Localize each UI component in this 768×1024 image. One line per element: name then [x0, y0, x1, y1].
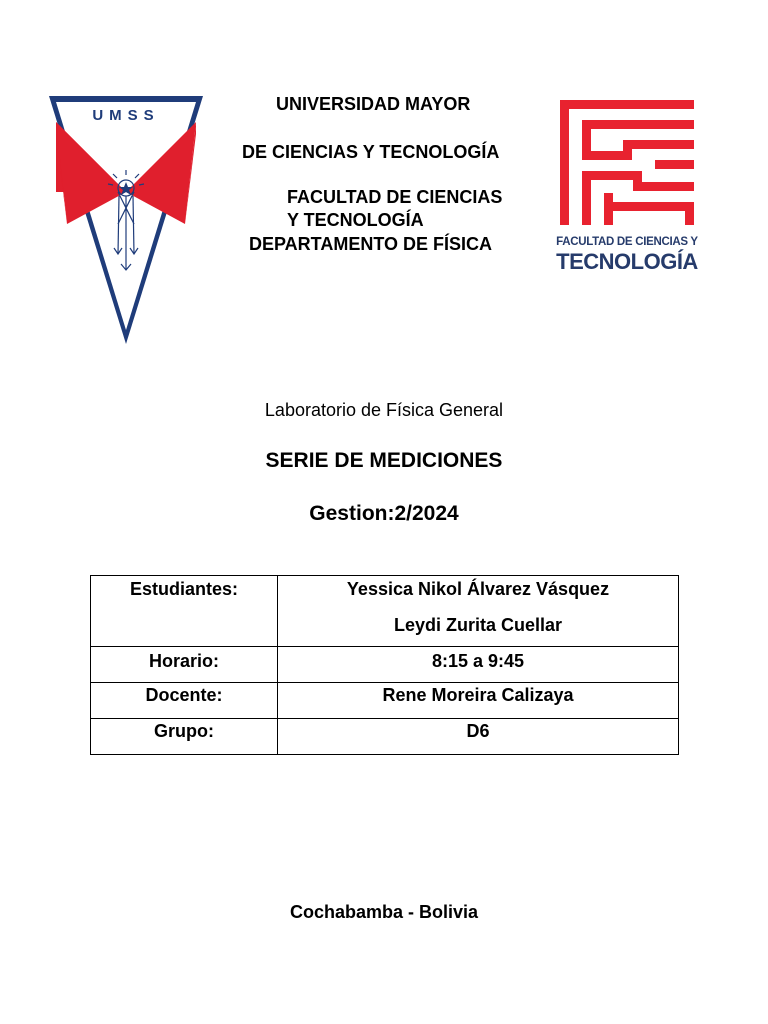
fcyt-logo-text-faculty: FACULTAD DE CIENCIAS Y [556, 236, 698, 248]
label-grupo: Grupo: [91, 719, 278, 755]
value-grupo: D6 [278, 719, 679, 755]
location-footer: Cochabamba - Bolivia [289, 902, 479, 922]
table-row-horario [91, 647, 679, 683]
label-horario: Horario: [91, 647, 278, 683]
student-1: Yessica Nikol Álvarez Vásquez [346, 579, 610, 599]
header-university-line2: DE CIENCIAS Y TECNOLOGÍA [242, 142, 500, 162]
umss-logo-text: UMSS [92, 107, 160, 124]
info-table [90, 575, 679, 755]
table-row-docente [91, 683, 679, 719]
fcyt-logo-text-tecnologia: TECNOLOGÍA [556, 249, 698, 274]
gestion-label: Gestion:2/2024 [309, 502, 459, 525]
table-row-estudiantes [91, 576, 679, 647]
course-name: Laboratorio de Física General [264, 400, 504, 420]
label-docente: Docente: [91, 683, 278, 719]
header-university-line1: UNIVERSIDAD MAYOR [276, 94, 471, 114]
umss-logo [47, 94, 205, 346]
label-estudiantes: Estudiantes: [91, 576, 278, 647]
document-title: SERIE DE MEDICIONES [265, 449, 503, 472]
header-department: DEPARTAMENTO DE FÍSICA [249, 234, 493, 254]
value-horario: 8:15 a 9:45 [278, 647, 679, 683]
table-row-grupo [91, 719, 679, 755]
header-faculty-line2: Y TECNOLOGÍA [287, 210, 424, 230]
header-faculty-line1: FACULTAD DE CIENCIAS [287, 187, 503, 207]
value-docente: Rene Moreira Calizaya [278, 683, 679, 719]
student-2: Leydi Zurita Cuellar [393, 615, 563, 635]
value-estudiantes [278, 576, 679, 647]
